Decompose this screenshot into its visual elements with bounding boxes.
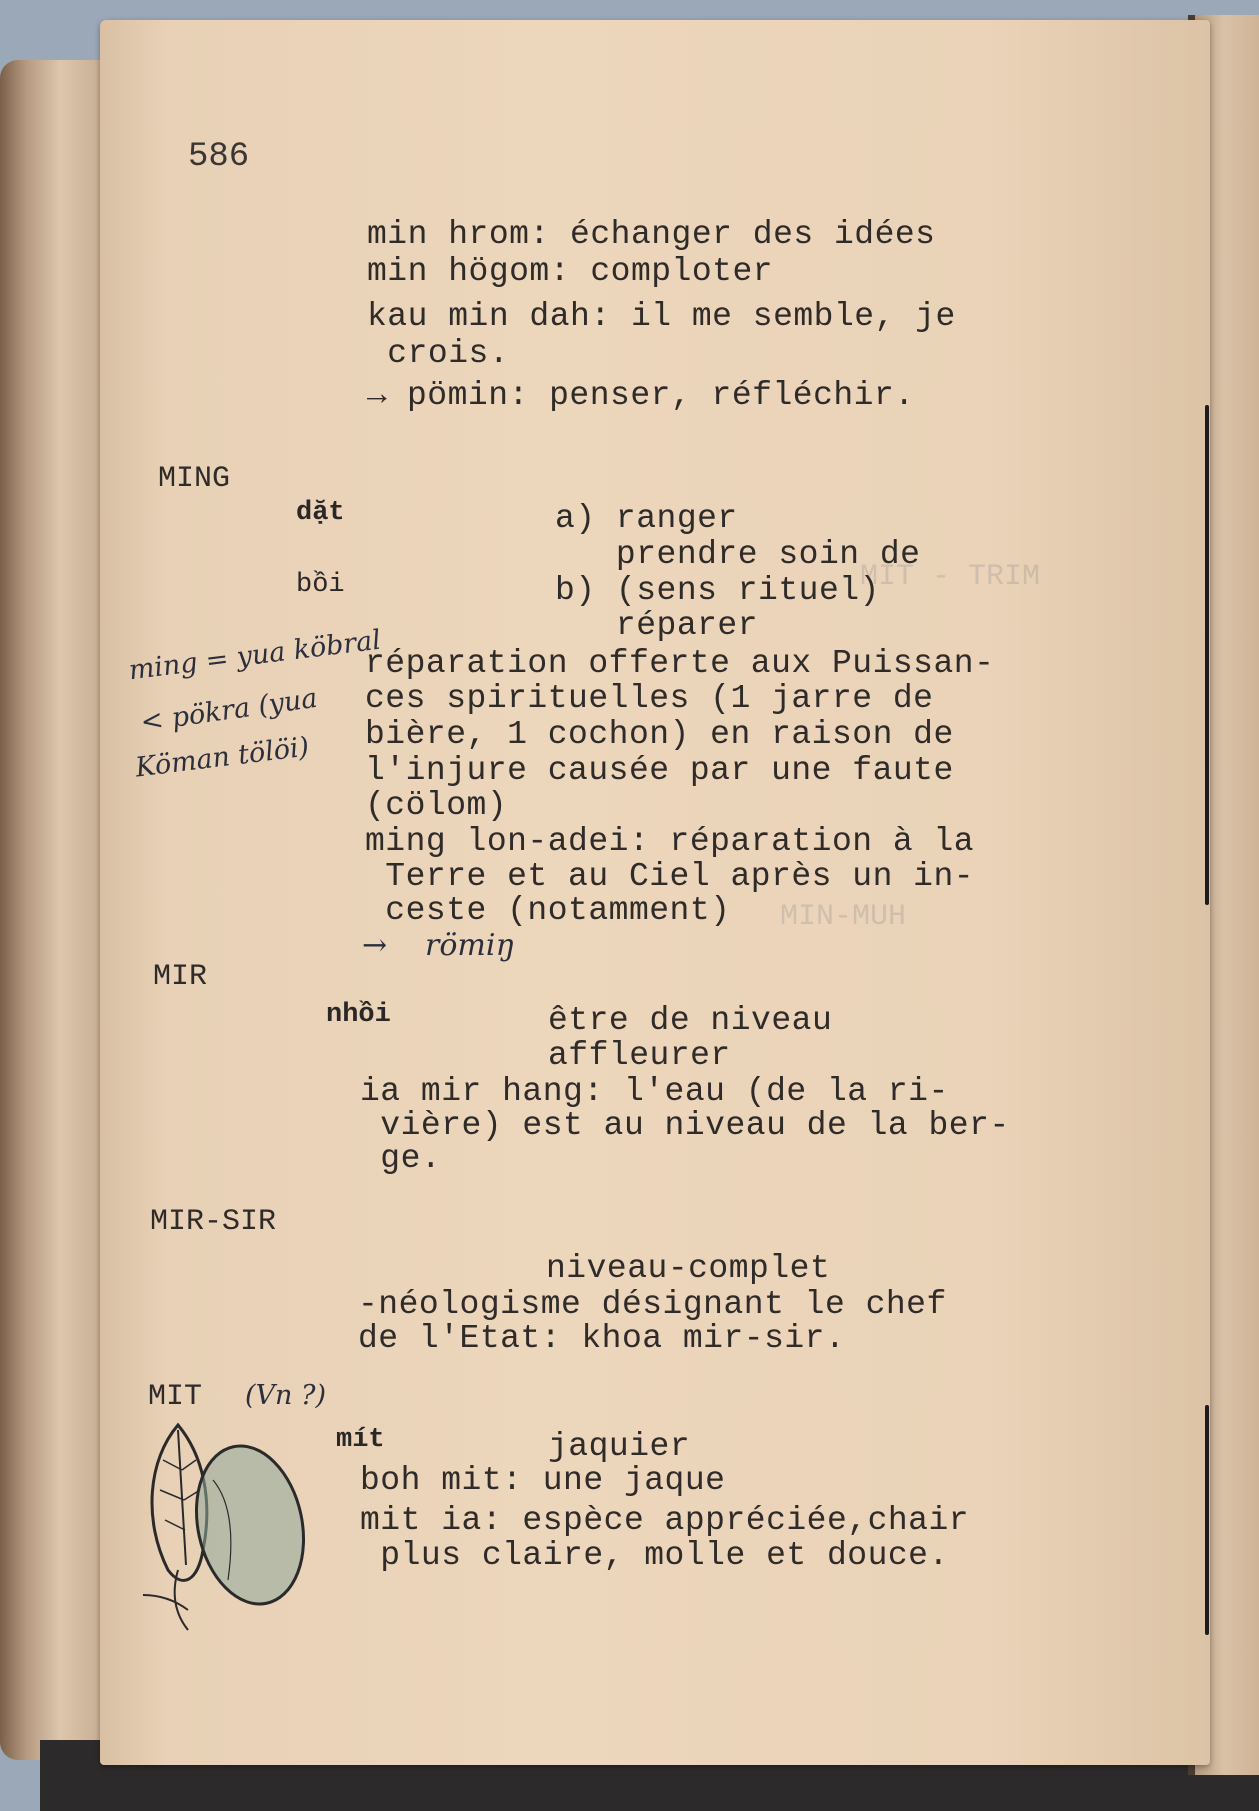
- text-line: pömin: penser, réfléchir.: [407, 377, 915, 414]
- margin-bar-ink: [1205, 1405, 1209, 1635]
- handwritten-arrow-icon: →: [362, 928, 388, 963]
- text-line: ge.: [360, 1140, 442, 1177]
- text-line: ia mir hang: l'eau (de la ri-: [360, 1073, 949, 1110]
- vietnamese-gloss: dặt: [296, 498, 345, 528]
- sense-line: être de niveau: [548, 1002, 833, 1039]
- text-line: plus claire, molle et douce.: [360, 1537, 949, 1574]
- vietnamese-gloss: bồi: [296, 570, 345, 600]
- handwritten-note: ming = yua köbral: [127, 624, 383, 687]
- handwritten-note: < pökra (yua: [138, 682, 320, 739]
- text-line: crois.: [367, 335, 510, 372]
- sense-line: prendre soin de: [555, 536, 921, 573]
- text-line: Terre et au Ciel après un in-: [365, 858, 975, 895]
- sense-line: affleurer: [548, 1037, 731, 1074]
- text-line: bière, 1 cochon) en raison de: [365, 716, 954, 753]
- sense-line: réparer: [555, 607, 759, 644]
- text-line: ces spirituelles (1 jarre de: [365, 680, 934, 717]
- margin-bar-ink: [1205, 405, 1209, 905]
- headword: MIR-SIR: [150, 1205, 277, 1239]
- show-through-mark: MIN-MUH: [780, 900, 907, 934]
- page-number: 586: [188, 138, 250, 176]
- text-line: ming lon-adei: réparation à la: [365, 823, 975, 860]
- sense-line: niveau-complet: [546, 1250, 831, 1287]
- headword: MIT: [148, 1380, 203, 1414]
- text-line: réparation offerte aux Puissan-: [365, 645, 995, 682]
- text-line: min högom: comploter: [367, 253, 774, 290]
- text-line: ceste (notamment): [365, 892, 731, 929]
- sense-line: a) ranger: [555, 500, 738, 537]
- text-line: kau min dah: il me semble, je: [367, 298, 956, 335]
- show-through-mark: MIT - TRIM: [860, 560, 1041, 594]
- arrow-icon: →: [367, 377, 388, 414]
- text-line: mit ia: espèce appréciée,chair: [360, 1502, 970, 1539]
- text-line: -néologisme désignant le chef: [358, 1286, 947, 1323]
- text-line: de l'Etat: khoa mir-sir.: [358, 1320, 846, 1357]
- text-line: l'injure causée par une faute: [365, 752, 954, 789]
- text-line: (cölom): [365, 787, 508, 824]
- text-line: min hrom: échanger des idées: [367, 216, 936, 253]
- headword: MIR: [153, 960, 208, 994]
- vietnamese-gloss: nhồi: [326, 1000, 391, 1030]
- headword: MING: [158, 462, 231, 496]
- handwritten-note: Köman tölöi): [133, 731, 311, 784]
- sense-line: jaquier: [548, 1428, 691, 1465]
- sense-line: b) (sens rituel): [555, 572, 880, 609]
- text-line: vière) est au niveau de la ber-: [360, 1107, 1010, 1144]
- vietnamese-gloss: mít: [336, 1425, 385, 1455]
- jackfruit-illustration-icon: [138, 1420, 318, 1645]
- text-line: boh mit: une jaque: [360, 1462, 726, 1499]
- handwritten-note: (Vn ?): [245, 1380, 327, 1411]
- handwritten-note: römiŋ: [425, 928, 515, 963]
